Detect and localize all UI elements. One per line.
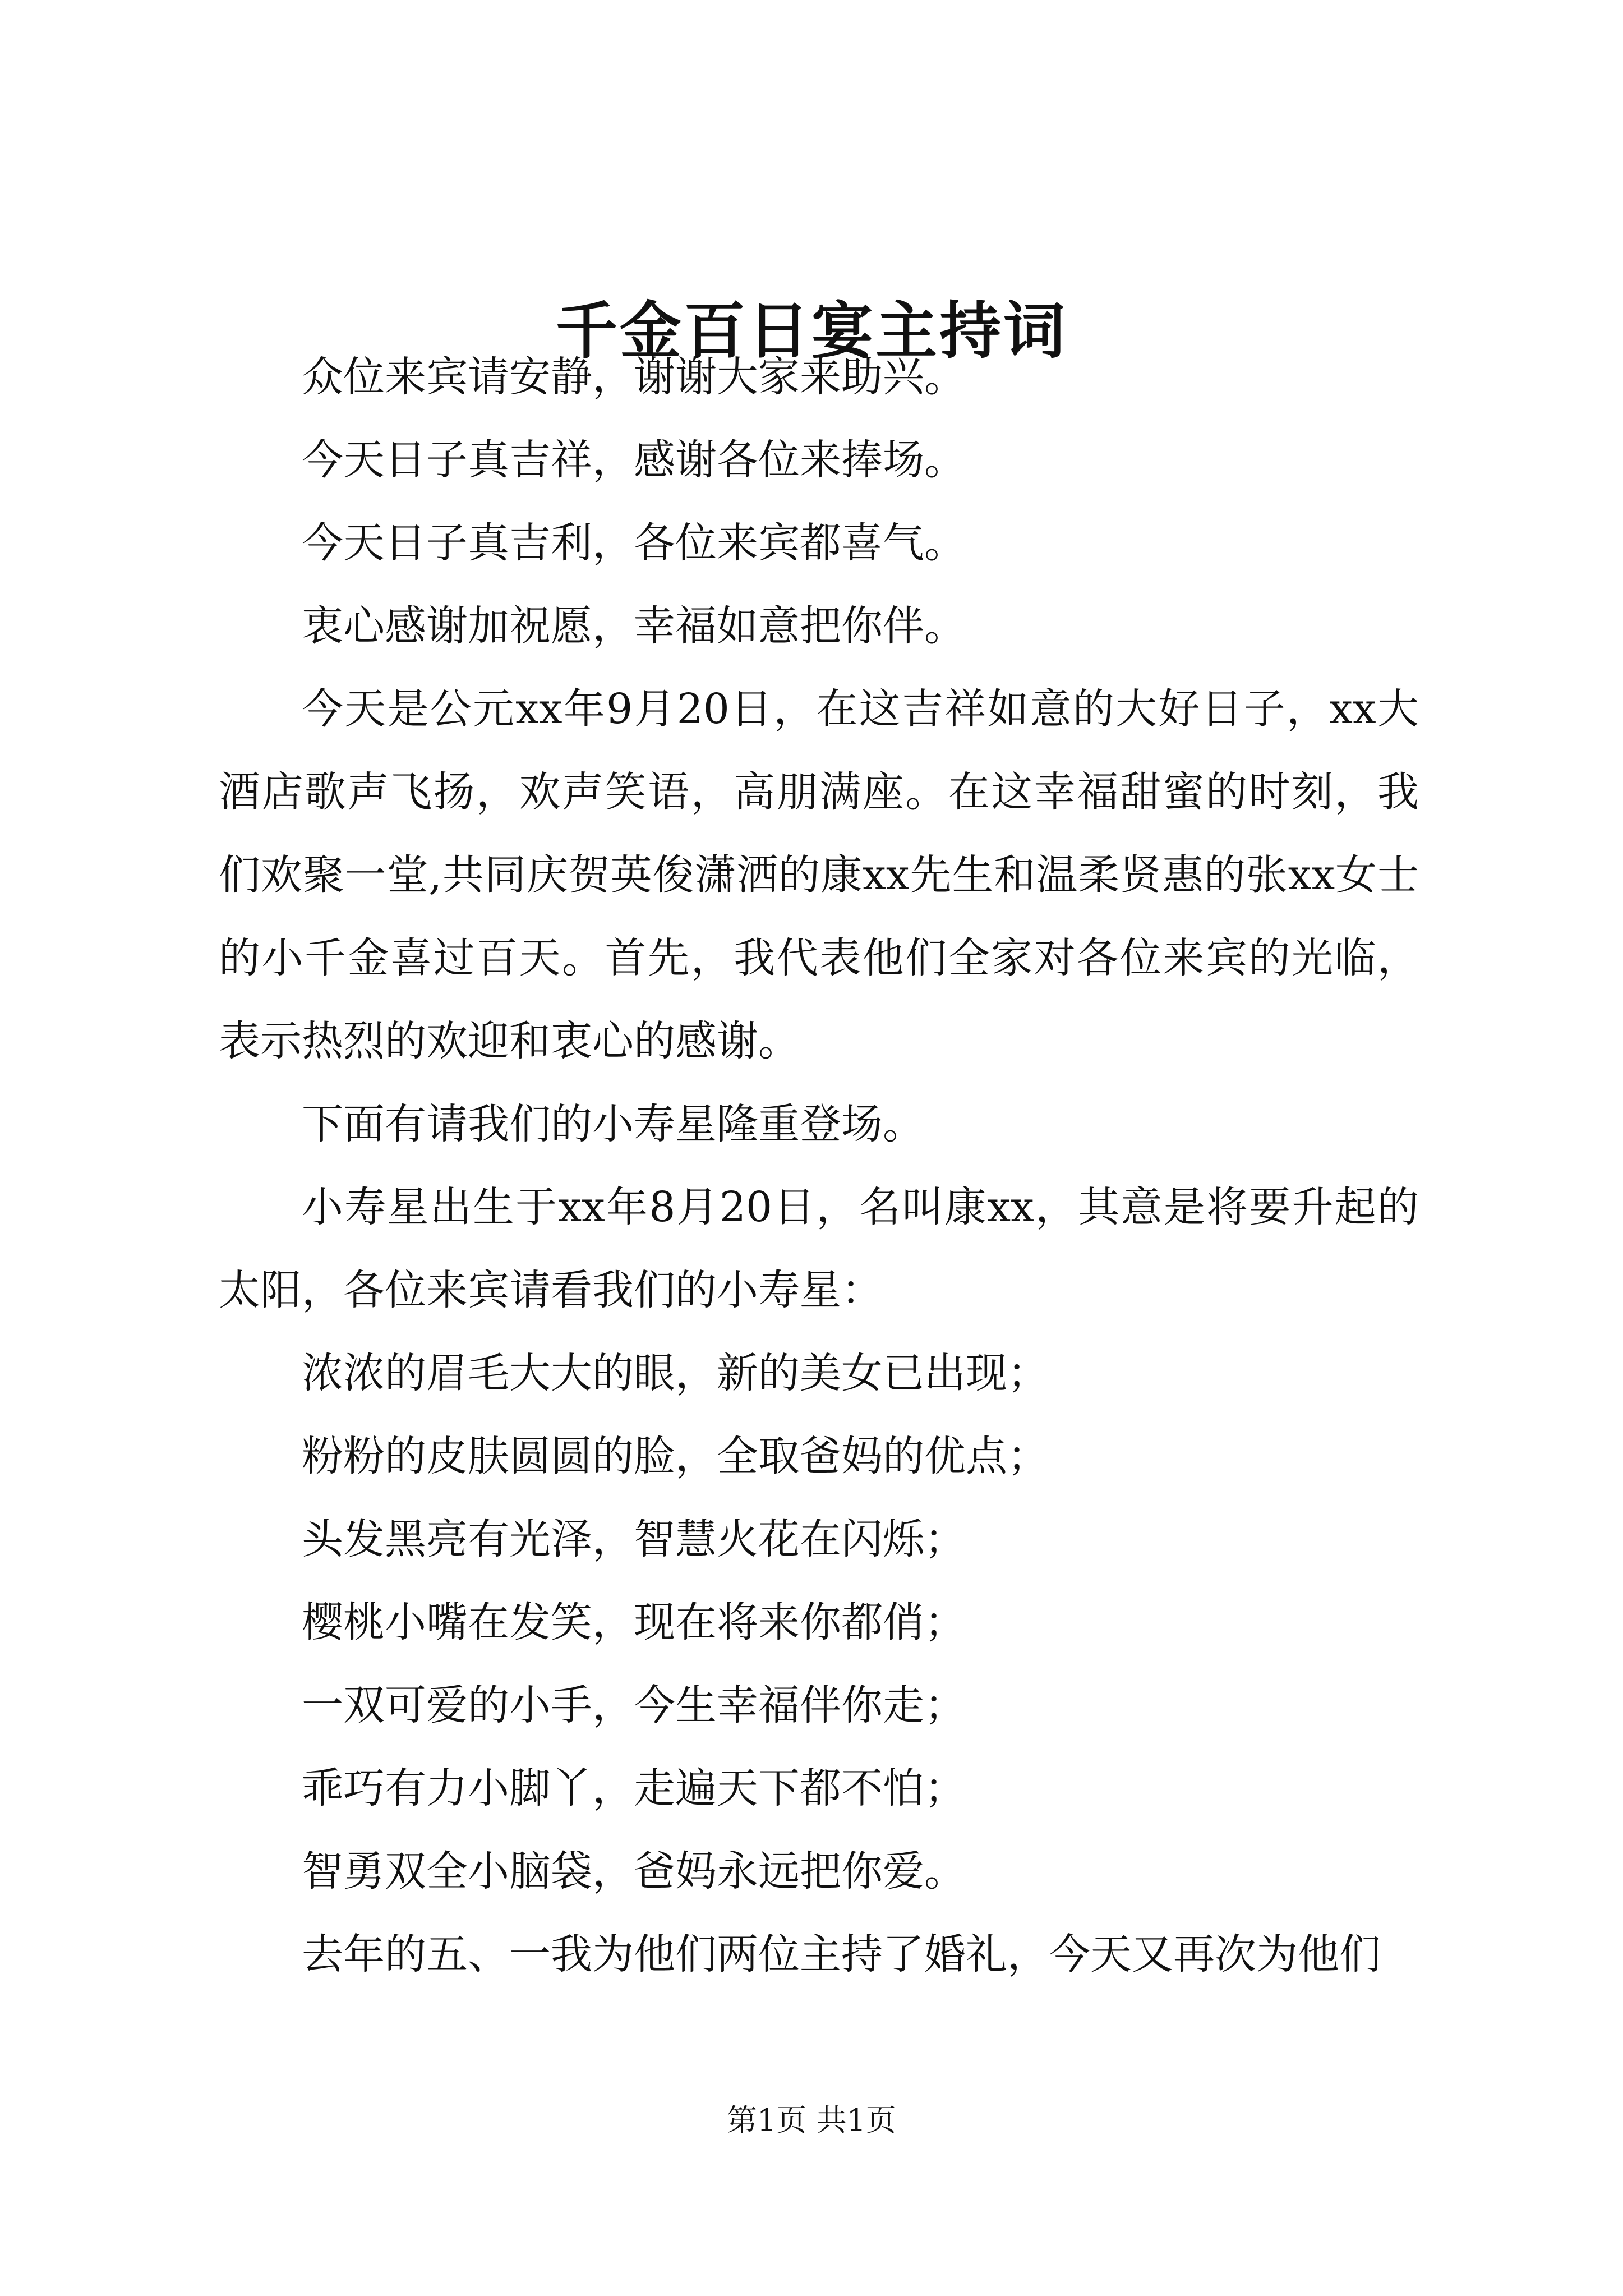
paragraph: 一双可爱的小手，今生幸福伴你走；	[302, 1681, 966, 1729]
document-body	[219, 335, 1419, 1996]
paragraph: 樱桃小嘴在发笑，现在将来你都俏；	[302, 1598, 966, 1646]
paragraph: 去年的五、一我为他们两位主持了婚礼，今天又再次为他们	[302, 1930, 1381, 1978]
paragraph: 小寿星出生于xx年8月20日，名叫康xx，其意是将要升起的太阳，各位来宾请看我们的小寿星：	[219, 1183, 1419, 1314]
paragraph: 智勇双全小脑袋，爸妈永远把你爱。	[302, 1847, 966, 1895]
paragraph: 今天日子真吉祥，感谢各位来捧场。	[302, 436, 966, 484]
paragraph: 今天日子真吉利，各位来宾都喜气。	[302, 519, 966, 567]
paragraph: 衷心感谢加祝愿，幸福如意把你伴。	[302, 602, 966, 650]
page-footer: 第1页 共1页	[727, 2102, 896, 2138]
paragraph: 众位来宾请安静，谢谢大家来助兴。	[302, 353, 966, 401]
paragraph: 浓浓的眉毛大大的眼，新的美女已出现；	[302, 1349, 1049, 1397]
paragraph: 粉粉的皮肤圆圆的脸，全取爸妈的优点；	[302, 1432, 1049, 1480]
document-title: 千金百日宴主持词	[556, 295, 1067, 367]
paragraph: 今天是公元xx年9月20日，在这吉祥如意的大好日子，xx大酒店歌声飞扬，欢声笑语，高朋满座。在这幸福甜蜜的时刻，我们欢聚一堂,共同庆贺英俊潇洒的康xx先生和温柔贤惠的张xx女士的小千金喜过百天。首先，我代表他们全家对各位来宾的光临，表示热烈的欢迎和衷心的感谢。	[219, 685, 1419, 1065]
paragraph: 下面有请我们的小寿星隆重登场。	[302, 1100, 924, 1148]
paragraph: 头发黑亮有光泽，智慧火花在闪烁；	[302, 1515, 966, 1563]
paragraph: 乖巧有力小脚丫，走遍天下都不怕；	[302, 1764, 966, 1812]
